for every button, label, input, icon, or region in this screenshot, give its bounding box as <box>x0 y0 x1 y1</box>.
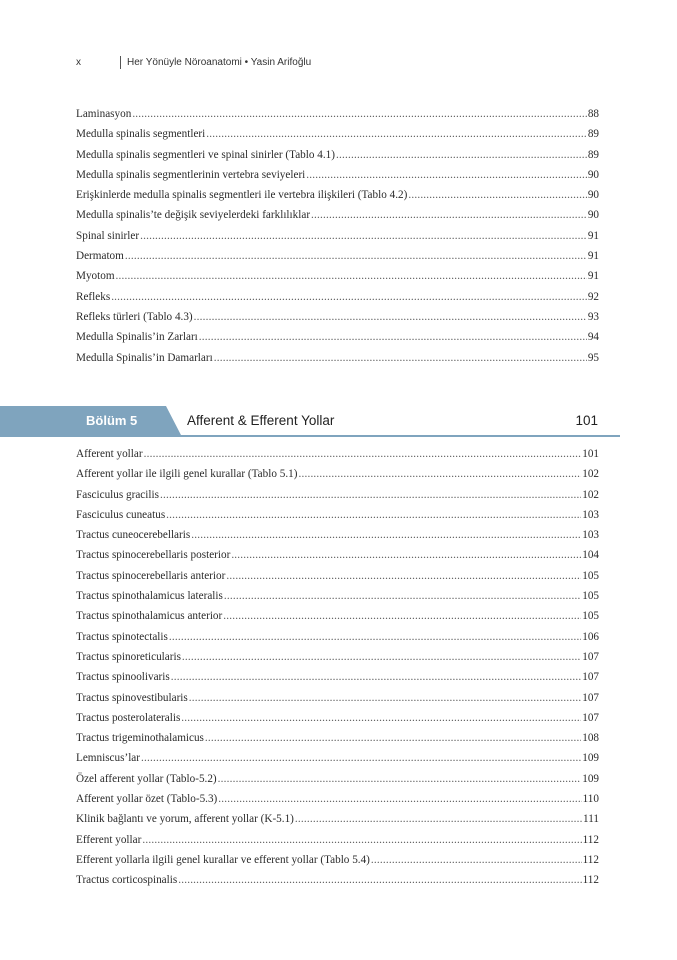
toc-entry-title: Efferent yollarla ilgili genel kurallar ve efferent yollar (Tablo 5.4) <box>76 853 370 866</box>
toc-entry-title: Tractus posterolateralis <box>76 711 181 724</box>
toc-leader-dots <box>408 185 586 205</box>
toc-entry-page: 91 <box>587 250 599 263</box>
toc-entry[interactable] <box>76 124 599 144</box>
toc-leader-dots <box>199 327 587 347</box>
toc-entry[interactable] <box>76 566 599 586</box>
toc-entry-title: Myotom <box>76 270 115 283</box>
chapter-heading-bar <box>0 406 620 438</box>
toc-leader-dots <box>171 667 581 687</box>
toc-entry-page: 103 <box>582 529 599 542</box>
toc-entry[interactable] <box>76 485 599 505</box>
toc-leader-dots <box>169 627 581 647</box>
toc-leader-dots <box>140 226 587 246</box>
toc-entry-title: Laminasyon <box>76 108 132 120</box>
toc-leader-dots <box>218 769 582 789</box>
toc-entry-title: Tractus cuneocerebellaris <box>76 529 191 542</box>
toc-entry-page: 106 <box>582 630 599 643</box>
toc-entry-page: 105 <box>582 610 599 623</box>
toc-entry-page: 102 <box>582 468 599 481</box>
toc-leader-dots <box>182 647 581 667</box>
toc-entry-page: 95 <box>587 351 599 364</box>
toc-entry[interactable] <box>76 647 599 667</box>
page-header <box>76 56 311 69</box>
toc-entry[interactable] <box>76 226 599 246</box>
toc-entry-page: 102 <box>582 488 599 501</box>
header-divider <box>120 56 121 69</box>
toc-entry[interactable] <box>76 708 599 728</box>
toc-leader-dots <box>223 606 581 626</box>
toc-entry-page: 108 <box>582 732 599 745</box>
toc-entry-page: 107 <box>582 671 599 684</box>
toc-entry[interactable] <box>76 104 599 124</box>
toc-entry-page: 112 <box>582 853 599 866</box>
toc-entry-page: 93 <box>587 310 599 323</box>
toc-entry[interactable] <box>76 266 599 286</box>
toc-entry-title: Tractus spinocerebellaris posterior <box>76 549 231 562</box>
toc-leader-dots <box>205 728 581 748</box>
toc-entry[interactable] <box>76 145 599 165</box>
toc-entry-title: Tractus trigeminothalamicus <box>76 732 204 745</box>
toc-entry[interactable] <box>76 688 599 708</box>
toc-leader-dots <box>178 870 581 890</box>
toc-entry-title: Özel afferent yollar (Tablo-5.2) <box>76 772 217 785</box>
toc-leader-dots <box>306 165 587 185</box>
running-title: Her Yönüyle Nöroanatomi • Yasin Arifoğlu <box>127 57 312 68</box>
toc-entry-title: Tractus corticospinalis <box>76 874 178 887</box>
toc-entry-page: 111 <box>583 813 599 826</box>
toc-entry-title: Lemniscus’lar <box>76 752 140 765</box>
toc-entry[interactable] <box>76 627 599 647</box>
toc-entry[interactable] <box>76 769 599 789</box>
toc-entry-page: 89 <box>587 128 599 141</box>
toc-leader-dots <box>226 566 581 586</box>
toc-entry-title: Refleks türleri (Tablo 4.3) <box>76 310 193 323</box>
toc-leader-dots <box>214 348 587 368</box>
toc-leader-dots <box>189 688 581 708</box>
toc-entry[interactable] <box>76 185 599 205</box>
toc-entry[interactable] <box>76 667 599 687</box>
toc-entry[interactable] <box>76 246 599 266</box>
toc-entry-title: Medulla Spinalis’in Damarları <box>76 351 213 364</box>
toc-entry-page: 105 <box>582 569 599 582</box>
toc-entry[interactable] <box>76 505 599 525</box>
toc-entry-title: Afferent yollar <box>76 448 143 460</box>
toc-entry-page: 110 <box>582 793 599 806</box>
toc-entry-title: Tractus spinotectalis <box>76 630 168 643</box>
toc-leader-dots <box>371 850 582 870</box>
toc-leader-dots <box>218 789 581 809</box>
toc-entry-title: Medulla spinalis segmentlerinin vertebra seviyeleri <box>76 168 306 181</box>
toc-entry-page: 92 <box>587 290 599 303</box>
toc-entry[interactable] <box>76 809 599 829</box>
toc-leader-dots <box>116 266 587 286</box>
toc-entry[interactable] <box>76 748 599 768</box>
toc-entry-title: Tractus spinothalamicus lateralis <box>76 590 223 603</box>
toc-entry[interactable] <box>76 830 599 850</box>
toc-entry-title: Tractus spinoreticularis <box>76 650 181 663</box>
toc-entry-title: Dermatom <box>76 250 124 263</box>
toc-entry[interactable] <box>76 586 599 606</box>
toc-entry-page: 90 <box>587 189 599 202</box>
toc-entry[interactable] <box>76 870 599 890</box>
toc-entry-title: Medulla Spinalis’in Zarları <box>76 331 198 344</box>
toc-entry-page: 105 <box>582 590 599 603</box>
toc-entry[interactable] <box>76 545 599 565</box>
toc-entry[interactable] <box>76 444 599 464</box>
toc-entry-title: Refleks <box>76 290 111 303</box>
toc-entry[interactable] <box>76 165 599 185</box>
toc-entry-title: Spinal sinirler <box>76 229 140 242</box>
toc-entry[interactable] <box>76 525 599 545</box>
toc-entry-page: 89 <box>587 148 599 161</box>
toc-entry-page: 88 <box>587 108 599 120</box>
toc-leader-dots <box>142 830 581 850</box>
toc-entry-page: 104 <box>582 549 599 562</box>
toc-entry[interactable] <box>76 327 599 347</box>
toc-entry-title: Fasciculus cuneatus <box>76 508 166 521</box>
toc-entry[interactable] <box>76 728 599 748</box>
toc-entry-page: 107 <box>582 711 599 724</box>
toc-entry-page: 109 <box>582 772 599 785</box>
toc-leader-dots <box>181 708 581 728</box>
toc-entry-title: Tractus spinovestibularis <box>76 691 188 704</box>
toc-entry-title: Efferent yollar <box>76 833 142 846</box>
toc-entry-title: Medulla spinalis segmentleri ve spinal sinirler (Tablo 4.1) <box>76 148 335 161</box>
toc-leader-dots <box>111 287 587 307</box>
toc-list-chapter-4 <box>76 104 599 368</box>
toc-entry-page: 94 <box>587 331 599 344</box>
toc-list-chapter-5 <box>76 444 599 891</box>
toc-entry-page: 109 <box>582 752 599 765</box>
toc-entry[interactable] <box>76 850 599 870</box>
toc-entry-title: Afferent yollar ile ilgili genel kurallar (Tablo 5.1) <box>76 468 298 481</box>
toc-entry-title: Afferent yollar özet (Tablo-5.3) <box>76 793 218 806</box>
chapter-page-number: 101 <box>575 413 598 428</box>
toc-entry-title: Tractus spinothalamicus anterior <box>76 610 223 623</box>
toc-leader-dots <box>231 545 581 565</box>
toc-entry-page: 90 <box>587 168 599 181</box>
toc-leader-dots <box>141 748 581 768</box>
toc-entry[interactable] <box>76 287 599 307</box>
toc-entry-title: Klinik bağlantı ve yorum, afferent yollar (K-5.1) <box>76 813 294 826</box>
toc-leader-dots <box>311 205 587 225</box>
toc-entry-page: 107 <box>582 691 599 704</box>
toc-leader-dots <box>191 525 581 545</box>
toc-entry-page: 91 <box>587 229 599 242</box>
toc-entry[interactable] <box>76 606 599 626</box>
toc-entry-page: 101 <box>582 448 599 460</box>
toc-entry-page: 103 <box>582 508 599 521</box>
toc-entry[interactable] <box>76 348 599 368</box>
toc-leader-dots <box>166 505 581 525</box>
chapter-label: Bölüm 5 <box>86 413 138 428</box>
toc-leader-dots <box>295 809 582 829</box>
toc-entry-title: Tractus spinoolivaris <box>76 671 170 684</box>
toc-leader-dots <box>132 104 587 124</box>
toc-leader-dots <box>298 464 581 484</box>
toc-leader-dots <box>194 307 587 327</box>
toc-entry-page: 107 <box>582 650 599 663</box>
chapter-title: Afferent & Efferent Yollar <box>187 413 335 428</box>
toc-entry[interactable] <box>76 307 599 327</box>
toc-entry-title: Medulla spinalis’te değişik seviyelerdeki farklılıklar <box>76 209 311 222</box>
toc-leader-dots <box>144 444 582 464</box>
toc-entry-page: 112 <box>582 833 599 846</box>
toc-leader-dots <box>224 586 581 606</box>
toc-entry[interactable] <box>76 464 599 484</box>
toc-entry-title: Medulla spinalis segmentleri <box>76 128 206 141</box>
toc-leader-dots <box>160 485 581 505</box>
toc-entry-title: Erişkinlerde medulla spinalis segmentleri ile vertebra ilişkileri (Tablo 4.2) <box>76 189 408 202</box>
toc-leader-dots <box>336 145 587 165</box>
toc-entry-title: Tractus spinocerebellaris anterior <box>76 569 226 582</box>
toc-entry-page: 90 <box>587 209 599 222</box>
toc-entry[interactable] <box>76 205 599 225</box>
toc-leader-dots <box>206 124 587 144</box>
toc-entry-page: 91 <box>587 270 599 283</box>
toc-leader-dots <box>125 246 587 266</box>
page-number: x <box>76 57 81 68</box>
toc-entry-page: 112 <box>582 874 599 887</box>
toc-entry-title: Fasciculus gracilis <box>76 488 159 501</box>
toc-entry[interactable] <box>76 789 599 809</box>
